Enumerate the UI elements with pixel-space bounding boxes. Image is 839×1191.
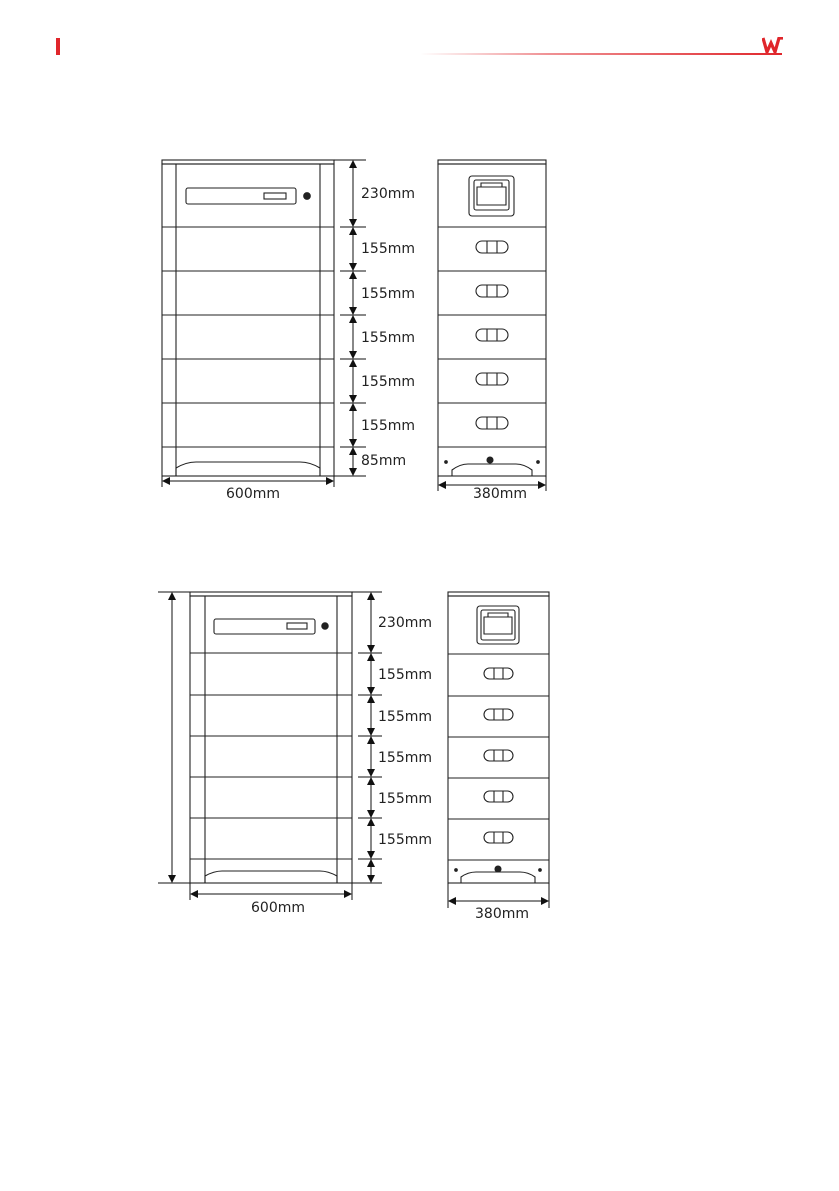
total-height-dimension-2 — [158, 592, 190, 883]
height-label-module-5: 155mm — [378, 791, 432, 807]
side-view-1 — [438, 160, 546, 476]
height-label-module-2: 155mm — [361, 241, 415, 257]
base-foot-1 — [176, 462, 320, 476]
width-label-front-1: 600mm — [226, 486, 280, 502]
module-handle-icon — [476, 241, 508, 429]
height-label-module-5: 155mm — [361, 374, 415, 390]
width-dimension-side-2 — [448, 883, 549, 908]
height-label-module-3: 155mm — [361, 286, 415, 302]
control-panel-1 — [186, 188, 296, 204]
front-cabinet-1 — [162, 164, 334, 476]
height-label-module-6: 155mm — [361, 418, 415, 434]
width-label-side-1: 380mm — [473, 486, 527, 502]
height-label-module-4: 155mm — [361, 330, 415, 346]
width-dimension-front-2 — [190, 883, 352, 900]
ground-screw-icon — [487, 457, 493, 463]
diagram-1 — [162, 160, 546, 502]
height-label-module-4: 155mm — [378, 750, 432, 766]
side-handle-top-1 — [469, 176, 514, 216]
power-button-1 — [304, 193, 311, 200]
indicator-strip-1 — [264, 193, 286, 199]
height-label-module-3: 155mm — [378, 709, 432, 725]
width-label-front-2: 600mm — [251, 900, 305, 916]
front-view-1 — [162, 160, 334, 476]
diagram-2 — [158, 592, 549, 922]
height-label-module-2: 155mm — [378, 667, 432, 683]
side-view-2 — [448, 592, 549, 883]
front-view-2 — [190, 592, 352, 883]
height-label-module-6: 155mm — [378, 832, 432, 848]
height-label-base: 85mm — [361, 453, 407, 469]
width-label-side-2: 380mm — [475, 906, 529, 922]
height-label-module-1: 230mm — [378, 615, 432, 631]
height-label-module-1: 230mm — [361, 186, 415, 202]
